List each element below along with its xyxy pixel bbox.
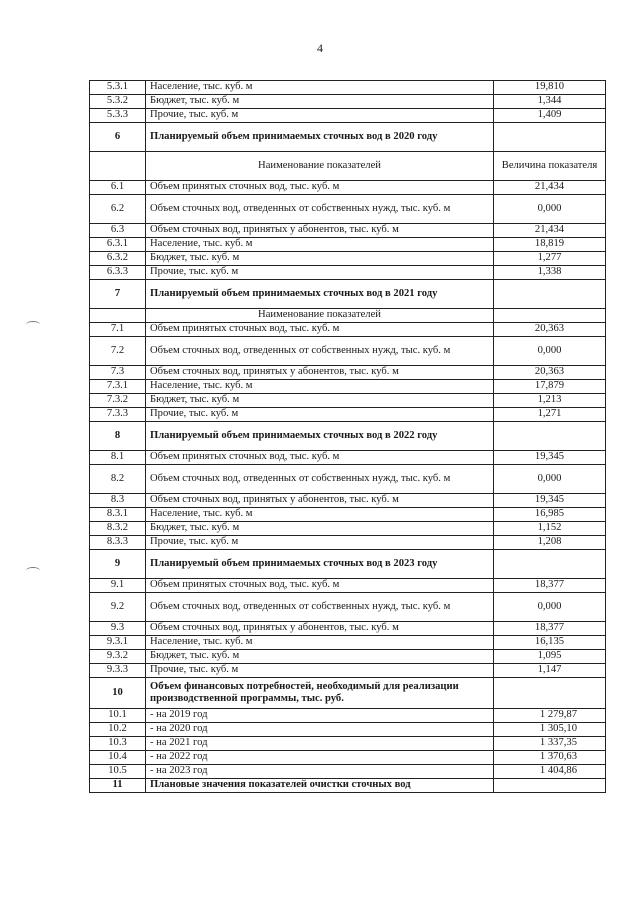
indicator-value: 19,345 — [494, 494, 606, 508]
table-row — [90, 678, 606, 709]
table-row — [90, 81, 606, 95]
indicator-value: 1,344 — [494, 95, 606, 109]
table-row — [90, 323, 606, 337]
section-title: Плановые значения показателей очистки сточных вод — [146, 779, 494, 793]
indicator-name: Объем принятых сточных вод, тыс. куб. м — [146, 451, 494, 465]
table-row — [90, 451, 606, 465]
table-row — [90, 622, 606, 636]
table-row — [90, 195, 606, 224]
indicator-name: Объем сточных вод, отведенных от собственных нужд, тыс. куб. м — [146, 593, 494, 622]
indicator-value: 21,434 — [494, 181, 606, 195]
row-number: 7.3.2 — [90, 394, 146, 408]
table-row — [90, 422, 606, 451]
row-number: 6.3.2 — [90, 252, 146, 266]
row-number: 6 — [90, 123, 146, 152]
indicator-name: Бюджет, тыс. куб. м — [146, 522, 494, 536]
row-number: 8.3.3 — [90, 536, 146, 550]
indicator-name: - на 2023 год — [146, 765, 494, 779]
indicator-name: Население, тыс. куб. м — [146, 380, 494, 394]
page-number: 4 — [317, 41, 323, 55]
row-number: 8.3 — [90, 494, 146, 508]
indicator-value: 1,277 — [494, 252, 606, 266]
row-number: 7 — [90, 280, 146, 309]
row-number: 6.3 — [90, 224, 146, 238]
column-header-value: Величина показателя — [494, 152, 606, 181]
table-row — [90, 579, 606, 593]
indicator-value: 1 370,63 — [494, 751, 606, 765]
indicator-name: - на 2019 год — [146, 709, 494, 723]
indicator-value: 0,000 — [494, 593, 606, 622]
indicator-value: 0,000 — [494, 337, 606, 366]
row-number: 11 — [90, 779, 146, 793]
indicator-name: Прочие, тыс. куб. м — [146, 266, 494, 280]
table-row — [90, 536, 606, 550]
section-title: Планируемый объем принимаемых сточных вод в 2021 году — [146, 280, 494, 309]
indicator-value — [494, 123, 606, 152]
table-row — [90, 636, 606, 650]
indicator-name: Объем сточных вод, принятых у абонентов, тыс. куб. м — [146, 622, 494, 636]
indicator-name: Население, тыс. куб. м — [146, 238, 494, 252]
indicator-name: Объем сточных вод, принятых у абонентов, тыс. куб. м — [146, 366, 494, 380]
indicator-value: 19,345 — [494, 451, 606, 465]
row-number: 8.3.1 — [90, 508, 146, 522]
indicator-name: Бюджет, тыс. куб. м — [146, 95, 494, 109]
indicator-name: Объем сточных вод, принятых у абонентов, тыс. куб. м — [146, 494, 494, 508]
table-row — [90, 252, 606, 266]
indicator-value: 18,819 — [494, 238, 606, 252]
row-number: 5.3.2 — [90, 95, 146, 109]
row-number: 9.3.2 — [90, 650, 146, 664]
row-number: 9 — [90, 550, 146, 579]
indicator-name: - на 2020 год — [146, 723, 494, 737]
row-number: 10.3 — [90, 737, 146, 751]
indicator-value: 1,338 — [494, 266, 606, 280]
indicator-name: - на 2021 год — [146, 737, 494, 751]
indicator-name: Прочие, тыс. куб. м — [146, 109, 494, 123]
indicator-value: 18,377 — [494, 579, 606, 593]
indicator-value: 0,000 — [494, 465, 606, 494]
indicator-value: 16,985 — [494, 508, 606, 522]
table-row — [90, 224, 606, 238]
indicator-value: 1,271 — [494, 408, 606, 422]
indicator-value: 18,377 — [494, 622, 606, 636]
indicator-value: 1,213 — [494, 394, 606, 408]
indicator-name: Объем сточных вод, отведенных от собственных нужд, тыс. куб. м — [146, 465, 494, 494]
row-number: 6.2 — [90, 195, 146, 224]
row-number: 6.1 — [90, 181, 146, 195]
table-row — [90, 181, 606, 195]
indicator-value: 1,095 — [494, 650, 606, 664]
indicator-value: 21,434 — [494, 224, 606, 238]
indicator-name: - на 2022 год — [146, 751, 494, 765]
row-number: 8 — [90, 422, 146, 451]
table-row — [90, 394, 606, 408]
indicator-name: Население, тыс. куб. м — [146, 81, 494, 95]
indicator-value — [494, 779, 606, 793]
indicator-value — [494, 422, 606, 451]
indicator-name: Прочие, тыс. куб. м — [146, 536, 494, 550]
indicator-name: Объем сточных вод, отведенных от собственных нужд, тыс. куб. м — [146, 337, 494, 366]
row-number: 7.1 — [90, 323, 146, 337]
table-row — [90, 109, 606, 123]
row-number: 8.2 — [90, 465, 146, 494]
row-number: 9.1 — [90, 579, 146, 593]
indicator-value: 17,879 — [494, 380, 606, 394]
indicator-value: 16,135 — [494, 636, 606, 650]
row-number: 6.3.1 — [90, 238, 146, 252]
indicator-name: Объем принятых сточных вод, тыс. куб. м — [146, 323, 494, 337]
table-row — [90, 737, 606, 751]
table-row — [90, 465, 606, 494]
row-number: 8.1 — [90, 451, 146, 465]
indicator-value: 0,000 — [494, 195, 606, 224]
table-row — [90, 152, 606, 181]
indicator-value: 1 404,86 — [494, 765, 606, 779]
column-header-value — [494, 309, 606, 323]
row-number: 10.2 — [90, 723, 146, 737]
indicator-name: Объем сточных вод, отведенных от собственных нужд, тыс. куб. м — [146, 195, 494, 224]
indicator-value: 20,363 — [494, 323, 606, 337]
indicator-value — [494, 678, 606, 709]
column-header-name: Наименование показателей — [146, 309, 494, 323]
row-number: 9.2 — [90, 593, 146, 622]
indicator-name: Объем принятых сточных вод, тыс. куб. м — [146, 181, 494, 195]
section-title: Планируемый объем принимаемых сточных вод в 2022 году — [146, 422, 494, 451]
row-number: 9.3.1 — [90, 636, 146, 650]
indicators-table — [89, 80, 606, 793]
row-number: 10.5 — [90, 765, 146, 779]
table-row — [90, 123, 606, 152]
indicator-name: Прочие, тыс. куб. м — [146, 408, 494, 422]
indicator-value: 1 305,10 — [494, 723, 606, 737]
table-row — [90, 266, 606, 280]
table-row — [90, 508, 606, 522]
table-row — [90, 280, 606, 309]
row-number: 10.1 — [90, 709, 146, 723]
row-number: 5.3.1 — [90, 81, 146, 95]
row-number: 7.3 — [90, 366, 146, 380]
indicator-value — [494, 280, 606, 309]
section-title: Объем финансовых потребностей, необходимый для реализации производственной программы, тыс. руб. — [146, 678, 494, 709]
table-row — [90, 408, 606, 422]
indicator-name: Бюджет, тыс. куб. м — [146, 650, 494, 664]
table-row — [90, 95, 606, 109]
indicator-value: 1 279,87 — [494, 709, 606, 723]
indicator-name: Бюджет, тыс. куб. м — [146, 252, 494, 266]
row-number: 7.3.1 — [90, 380, 146, 394]
column-header-name: Наименование показателей — [146, 152, 494, 181]
table-row — [90, 723, 606, 737]
table-row — [90, 779, 606, 793]
table-row — [90, 380, 606, 394]
row-number: 6.3.3 — [90, 266, 146, 280]
margin-mark — [26, 321, 40, 328]
row-number: 9.3 — [90, 622, 146, 636]
table-row — [90, 751, 606, 765]
table-row — [90, 366, 606, 380]
section-title: Планируемый объем принимаемых сточных вод в 2023 году — [146, 550, 494, 579]
indicator-value: 1,152 — [494, 522, 606, 536]
section-title: Планируемый объем принимаемых сточных вод в 2020 году — [146, 123, 494, 152]
indicator-name: Население, тыс. куб. м — [146, 636, 494, 650]
indicator-name: Бюджет, тыс. куб. м — [146, 394, 494, 408]
indicator-value: 1 337,35 — [494, 737, 606, 751]
table-row — [90, 664, 606, 678]
row-number: 7.3.3 — [90, 408, 146, 422]
row-number — [90, 152, 146, 181]
table-row — [90, 337, 606, 366]
indicator-value: 1,147 — [494, 664, 606, 678]
indicator-value: 20,363 — [494, 366, 606, 380]
row-number: 10 — [90, 678, 146, 709]
table-row — [90, 494, 606, 508]
table-row — [90, 650, 606, 664]
indicator-value: 1,409 — [494, 109, 606, 123]
indicator-value — [494, 550, 606, 579]
row-number: 8.3.2 — [90, 522, 146, 536]
indicator-name: Прочие, тыс. куб. м — [146, 664, 494, 678]
indicator-value: 1,208 — [494, 536, 606, 550]
margin-mark — [26, 567, 40, 574]
table-row — [90, 522, 606, 536]
table-row — [90, 593, 606, 622]
row-number — [90, 309, 146, 323]
table-row — [90, 550, 606, 579]
row-number: 10.4 — [90, 751, 146, 765]
table-row — [90, 238, 606, 252]
indicator-name: Население, тыс. куб. м — [146, 508, 494, 522]
indicator-value: 19,810 — [494, 81, 606, 95]
row-number: 7.2 — [90, 337, 146, 366]
table-row — [90, 765, 606, 779]
indicator-name: Объем сточных вод, принятых у абонентов, тыс. куб. м — [146, 224, 494, 238]
row-number: 9.3.3 — [90, 664, 146, 678]
table-row — [90, 309, 606, 323]
table-row — [90, 709, 606, 723]
indicator-name: Объем принятых сточных вод, тыс. куб. м — [146, 579, 494, 593]
row-number: 5.3.3 — [90, 109, 146, 123]
